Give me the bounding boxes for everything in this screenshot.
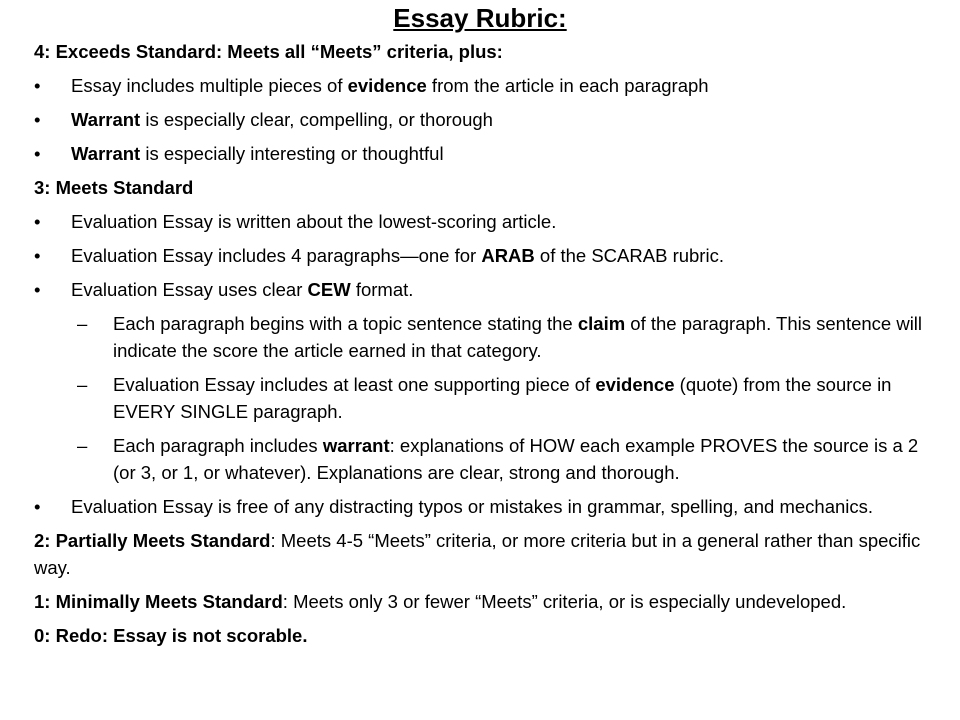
level3-bullet-4: • Evaluation Essay is free of any distracting typos or mistakes in grammar, spelling, and mechanics. <box>34 493 934 520</box>
level3-sub-bullet-1: – Each paragraph begins with a topic sentence stating the claim of the paragraph. This sentence will indicate the score the article earned in that category. <box>34 310 934 364</box>
level3-bullet-3: • Evaluation Essay uses clear CEW format. <box>34 276 934 303</box>
level3-bullet-1: • Evaluation Essay is written about the lowest-scoring article. <box>34 208 934 235</box>
bullet-mark: • <box>34 211 41 232</box>
level4-heading: 4: Exceeds Standard: Meets all “Meets” criteria, plus: <box>34 41 503 62</box>
level0-heading: 0: Redo: Essay is not scorable. <box>34 625 308 646</box>
level3-sub-bullet-3: – Each paragraph includes warrant: explanations of HOW each example PROVES the source is a 2 (or 3, or 1, or whatever). Explanations are clear, strong and thorough. <box>34 432 934 486</box>
rubric-content <box>34 38 934 656</box>
level3-heading: 3: Meets Standard <box>34 177 194 198</box>
level4-bullet-1: • Essay includes multiple pieces of evidence from the article in each paragraph <box>34 72 934 99</box>
dash-mark: – <box>77 374 88 395</box>
level3-bullet-2: • Evaluation Essay includes 4 paragraphs—one for ARAB of the SCARAB rubric. <box>34 242 934 269</box>
dash-mark: – <box>77 435 88 456</box>
page-title: Essay Rubric: <box>393 3 567 33</box>
level1-paragraph: 1: Minimally Meets Standard: Meets only 3 or fewer “Meets” criteria, or is especially undeveloped. <box>34 591 847 612</box>
dash-mark: – <box>77 313 88 334</box>
bullet-mark: • <box>34 496 41 517</box>
level3-sub-bullet-2: – Evaluation Essay includes at least one supporting piece of evidence (quote) from the source in EVERY SINGLE paragraph. <box>34 371 934 425</box>
level4-bullet-3: • Warrant is especially interesting or thoughtful <box>34 140 934 167</box>
bullet-mark: • <box>34 143 41 164</box>
level4-bullet-2: • Warrant is especially clear, compelling, or thorough <box>34 106 934 133</box>
bullet-mark: • <box>34 75 41 96</box>
bullet-mark: • <box>34 245 41 266</box>
bullet-mark: • <box>34 109 41 130</box>
bullet-mark: • <box>34 279 41 300</box>
level2-paragraph: 2: Partially Meets Standard: Meets 4-5 “Meets” criteria, or more criteria but in a general rather than specific way. <box>34 530 921 578</box>
